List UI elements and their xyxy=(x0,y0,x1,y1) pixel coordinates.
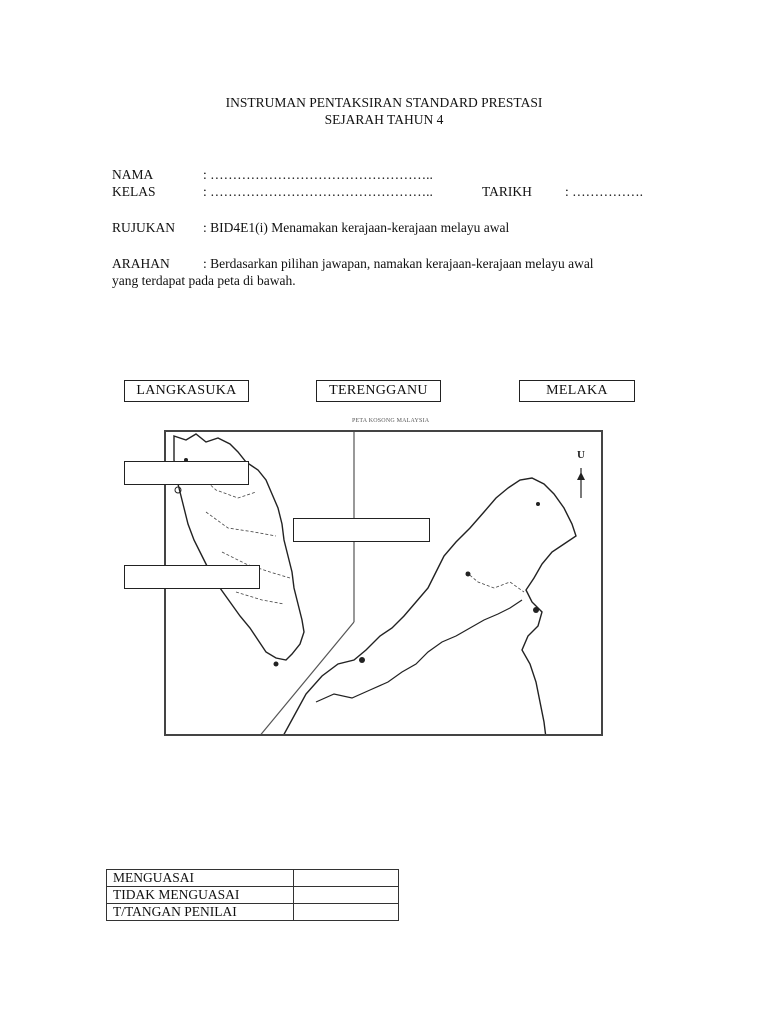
tarikh-field[interactable]: : ……………. xyxy=(565,184,644,199)
table-row xyxy=(107,904,399,921)
worksheet-subtitle: SEJARAH TAHUN 4 xyxy=(324,112,444,127)
rujukan-text: : BID4E1(i) Menamakan kerajaan-kerajaan melayu awal xyxy=(203,220,510,235)
north-label: U xyxy=(577,449,585,461)
worksheet-title: INSTRUMAN PENTAKSIRAN STANDARD PRESTASI xyxy=(225,95,543,110)
assessment-table xyxy=(106,869,399,921)
nama-field[interactable]: : ………………………………………….. xyxy=(203,167,433,182)
arahan-label: ARAHAN xyxy=(112,256,170,271)
map-divider-diagonal xyxy=(258,622,354,736)
choice-terengganu[interactable]: TERENGGANU xyxy=(316,380,441,402)
north-arrow-head-icon xyxy=(577,472,585,480)
answer-box-1[interactable] xyxy=(124,461,249,485)
sarawak-interior-border xyxy=(316,600,522,702)
menguasai-label: MENGUASAI xyxy=(107,870,294,887)
choice-melaka[interactable]: MELAKA xyxy=(519,380,635,402)
tarikh-label: TARIKH xyxy=(482,184,532,199)
kelas-label: KELAS xyxy=(112,184,156,199)
sabah-border xyxy=(466,572,524,592)
tidak-menguasai-label: TIDAK MENGUASAI xyxy=(107,887,294,904)
map-caption: PETA KOSONG MALAYSIA xyxy=(352,418,430,424)
answer-box-3[interactable] xyxy=(124,565,260,589)
penilai-signature-cell[interactable] xyxy=(294,904,399,921)
penilai-signature-label: T/TANGAN PENILAI xyxy=(107,904,294,921)
arahan-text-line2: yang terdapat pada peta di bawah. xyxy=(112,273,296,288)
answer-box-2[interactable] xyxy=(293,518,430,542)
tidak-menguasai-cell[interactable] xyxy=(294,887,399,904)
rujukan-label: RUJUKAN xyxy=(112,220,176,235)
table-row xyxy=(107,887,399,904)
table-row xyxy=(107,870,399,887)
kelas-field[interactable]: : ………………………………………….. xyxy=(203,184,433,199)
menguasai-cell[interactable] xyxy=(294,870,399,887)
choice-langkasuka[interactable]: LANGKASUKA xyxy=(124,380,249,402)
arahan-text-line1: : Berdasarkan pilihan jawapan, namakan kerajaan-kerajaan melayu awal xyxy=(203,256,594,271)
nama-label: NAMA xyxy=(112,167,154,182)
